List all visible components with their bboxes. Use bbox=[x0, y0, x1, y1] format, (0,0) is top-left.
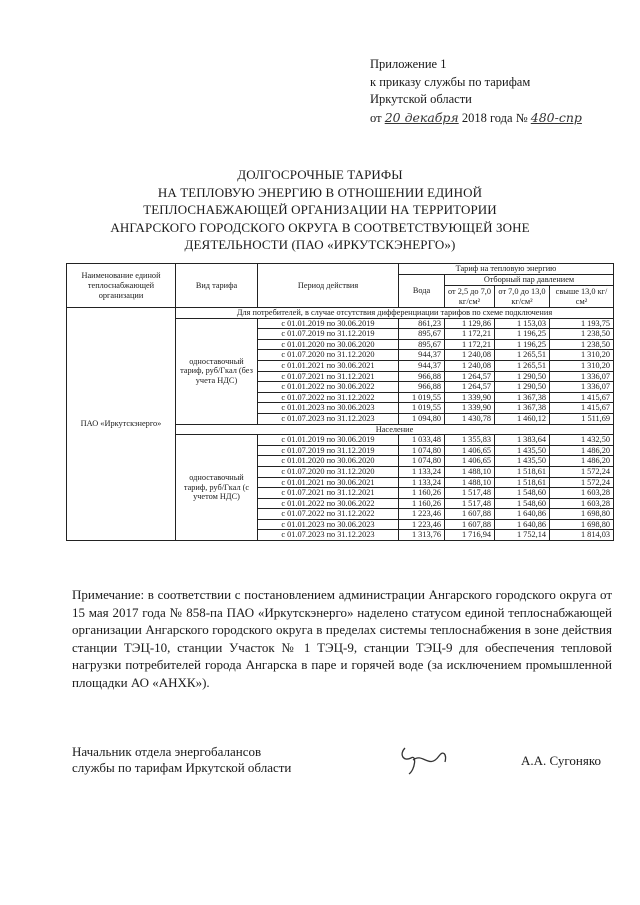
steam2-cell: 1 367,38 bbox=[495, 392, 550, 403]
steam1-cell: 1 355,83 bbox=[445, 435, 495, 446]
steam3-cell: 1 415,67 bbox=[550, 403, 614, 414]
water-cell: 895,67 bbox=[399, 329, 445, 340]
appendix-prefix: от bbox=[370, 110, 382, 125]
period-cell: с 01.01.2021 по 30.06.2021 bbox=[258, 360, 399, 371]
period-cell: с 01.07.2020 по 31.12.2020 bbox=[258, 350, 399, 361]
period-cell: с 01.07.2019 по 31.12.2019 bbox=[258, 445, 399, 456]
steam3-cell: 1 572,24 bbox=[550, 477, 614, 488]
water-cell: 1 133,24 bbox=[399, 466, 445, 477]
period-cell: с 01.07.2020 по 31.12.2020 bbox=[258, 466, 399, 477]
steam2-cell: 1 640,86 bbox=[495, 509, 550, 520]
steam2-cell: 1 196,25 bbox=[495, 339, 550, 350]
period-cell: с 01.01.2022 по 30.06.2022 bbox=[258, 382, 399, 393]
period-cell: с 01.01.2020 по 30.06.2020 bbox=[258, 456, 399, 467]
signer-name: А.А. Сугоняко bbox=[521, 753, 601, 768]
steam3-cell: 1 698,80 bbox=[550, 509, 614, 520]
header-steam-group: Отборный пар давлением bbox=[445, 275, 614, 286]
steam1-cell: 1 430,78 bbox=[445, 413, 495, 424]
water-cell: 1 160,26 bbox=[399, 498, 445, 509]
steam1-cell: 1 488,10 bbox=[445, 466, 495, 477]
period-cell: с 01.01.2019 по 30.06.2019 bbox=[258, 435, 399, 446]
period-cell: с 01.07.2023 по 31.12.2023 bbox=[258, 413, 399, 424]
steam3-cell: 1 814,03 bbox=[550, 530, 614, 541]
water-cell: 861,23 bbox=[399, 318, 445, 329]
appendix-line3: Иркутской области bbox=[370, 92, 472, 106]
steam1-cell: 1 406,65 bbox=[445, 445, 495, 456]
water-cell: 1 074,80 bbox=[399, 445, 445, 456]
header-tariff-group: Тариф на тепловую энергию bbox=[399, 264, 614, 275]
steam2-cell: 1 196,25 bbox=[495, 329, 550, 340]
header-steam2: от 7,0 до 13,0 кг/см² bbox=[495, 286, 550, 308]
water-cell: 1 094,80 bbox=[399, 413, 445, 424]
steam1-cell: 1 488,10 bbox=[445, 477, 495, 488]
steam1-cell: 1 607,88 bbox=[445, 509, 495, 520]
water-cell: 944,37 bbox=[399, 360, 445, 371]
title-line5: ДЕЯТЕЛЬНОСТИ (ПАО «ИРКУТСКЭНЕРГО») bbox=[184, 237, 456, 252]
title-line4: АНГАРСКОГО ГОРОДСКОГО ОКРУГА В СООТВЕТСТВУЮЩЕЙ ЗОНЕ bbox=[110, 219, 530, 235]
steam2-cell: 1 752,14 bbox=[495, 530, 550, 541]
tariff-type-cell: одноставочный тариф, руб/Гкал (без учета НДС) bbox=[176, 318, 258, 424]
appendix-year: 2018 года № bbox=[461, 110, 528, 125]
steam3-cell: 1 486,20 bbox=[550, 456, 614, 467]
period-cell: с 01.07.2022 по 31.12.2022 bbox=[258, 509, 399, 520]
steam3-cell: 1 193,75 bbox=[550, 318, 614, 329]
water-cell: 944,37 bbox=[399, 350, 445, 361]
steam3-cell: 1 310,20 bbox=[550, 360, 614, 371]
period-cell: с 01.07.2021 по 31.12.2021 bbox=[258, 488, 399, 499]
steam2-cell: 1 290,50 bbox=[495, 371, 550, 382]
steam1-cell: 1 172,21 bbox=[445, 339, 495, 350]
steam1-cell: 1 607,88 bbox=[445, 519, 495, 530]
steam1-cell: 1 517,48 bbox=[445, 498, 495, 509]
steam3-cell: 1 415,67 bbox=[550, 392, 614, 403]
period-cell: с 01.07.2023 по 31.12.2023 bbox=[258, 530, 399, 541]
steam1-cell: 1 240,08 bbox=[445, 350, 495, 361]
water-cell: 1 223,46 bbox=[399, 509, 445, 520]
steam2-cell: 1 367,38 bbox=[495, 403, 550, 414]
steam1-cell: 1 716,94 bbox=[445, 530, 495, 541]
header-steam3: свыше 13,0 кг/см² bbox=[550, 286, 614, 308]
steam1-cell: 1 129,86 bbox=[445, 318, 495, 329]
steam3-cell: 1 603,28 bbox=[550, 498, 614, 509]
steam3-cell: 1 698,80 bbox=[550, 519, 614, 530]
water-cell: 1 313,76 bbox=[399, 530, 445, 541]
section-title: Для потребителей, в случае отсутствия дифференциации тарифов по схеме подключения bbox=[176, 308, 614, 319]
header-org: Наименование единой теплоснабжающей организации bbox=[67, 264, 176, 308]
steam2-cell: 1 265,51 bbox=[495, 350, 550, 361]
section-title: Население bbox=[176, 424, 614, 435]
steam2-cell: 1 640,86 bbox=[495, 519, 550, 530]
water-cell: 1 019,55 bbox=[399, 403, 445, 414]
period-cell: с 01.01.2019 по 30.06.2019 bbox=[258, 318, 399, 329]
water-cell: 1 133,24 bbox=[399, 477, 445, 488]
steam3-cell: 1 486,20 bbox=[550, 445, 614, 456]
water-cell: 966,88 bbox=[399, 371, 445, 382]
header-tariff-type: Вид тарифа bbox=[176, 264, 258, 308]
header-period: Период действия bbox=[258, 264, 399, 308]
steam1-cell: 1 240,08 bbox=[445, 360, 495, 371]
period-cell: с 01.01.2020 по 30.06.2020 bbox=[258, 339, 399, 350]
handwritten-date: 20 декабря bbox=[384, 109, 459, 125]
period-cell: с 01.01.2023 по 30.06.2023 bbox=[258, 519, 399, 530]
water-cell: 1 223,46 bbox=[399, 519, 445, 530]
header-water: Вода bbox=[399, 275, 445, 308]
document-title bbox=[80, 166, 560, 254]
period-cell: с 01.01.2022 по 30.06.2022 bbox=[258, 498, 399, 509]
steam2-cell: 1 518,61 bbox=[495, 466, 550, 477]
water-cell: 1 019,55 bbox=[399, 392, 445, 403]
org-name-cell: ПАО «Иркутскэнерго» bbox=[67, 308, 176, 541]
steam2-cell: 1 153,03 bbox=[495, 318, 550, 329]
signer-block bbox=[72, 744, 291, 776]
steam2-cell: 1 435,50 bbox=[495, 445, 550, 456]
tariff-table bbox=[66, 263, 614, 541]
water-cell: 1 160,26 bbox=[399, 488, 445, 499]
section-row bbox=[67, 308, 614, 319]
steam3-cell: 1 336,07 bbox=[550, 382, 614, 393]
steam2-cell: 1 435,50 bbox=[495, 456, 550, 467]
steam3-cell: 1 603,28 bbox=[550, 488, 614, 499]
steam1-cell: 1 406,65 bbox=[445, 456, 495, 467]
steam2-cell: 1 383,64 bbox=[495, 435, 550, 446]
appendix-block bbox=[370, 56, 582, 127]
period-cell: с 01.07.2022 по 31.12.2022 bbox=[258, 392, 399, 403]
steam3-cell: 1 511,69 bbox=[550, 413, 614, 424]
period-cell: с 01.07.2019 по 31.12.2019 bbox=[258, 329, 399, 340]
steam2-cell: 1 548,60 bbox=[495, 488, 550, 499]
steam1-cell: 1 339,90 bbox=[445, 403, 495, 414]
note-paragraph: Примечание: в соответствии с постановлением администрации Ангарского городского округа от 15 мая 2017 года № 858-па ПАО «Иркутскэнерго» наделено статусом единой теплоснабжающей организации Ангарского городского округа в пределах системы теплоснабжения в зоне действия станции ТЭЦ-10, станции Участок № 1 ТЭЦ-9, станции ТЭЦ-9 для обеспечения тепловой нагрузки потребителей города Ангарска в паре и горячей воде (за исключением промышленной площадки АО «АНХК»). bbox=[72, 587, 612, 690]
water-cell: 895,67 bbox=[399, 339, 445, 350]
title-line2: НА ТЕПЛОВУЮ ЭНЕРГИЮ В ОТНОШЕНИИ ЕДИНОЙ bbox=[157, 184, 483, 200]
header-steam1: от 2,5 до 7,0 кг/см² bbox=[445, 286, 495, 308]
steam2-cell: 1 460,12 bbox=[495, 413, 550, 424]
water-cell: 1 033,48 bbox=[399, 435, 445, 446]
signature-image bbox=[395, 740, 455, 780]
steam2-cell: 1 518,61 bbox=[495, 477, 550, 488]
steam3-cell: 1 310,20 bbox=[550, 350, 614, 361]
steam1-cell: 1 264,57 bbox=[445, 371, 495, 382]
period-cell: с 01.01.2023 по 30.06.2023 bbox=[258, 403, 399, 414]
signer-line1: Начальник отдела энергобалансов bbox=[72, 744, 262, 759]
steam3-cell: 1 572,24 bbox=[550, 466, 614, 477]
steam2-cell: 1 290,50 bbox=[495, 382, 550, 393]
handwritten-number: 480-спр bbox=[530, 109, 582, 125]
appendix-date-line bbox=[370, 109, 582, 128]
title-line3: ТЕПЛОСНАБЖАЮЩЕЙ ОРГАНИЗАЦИИ НА ТЕРРИТОРИИ bbox=[143, 202, 497, 217]
steam1-cell: 1 264,57 bbox=[445, 382, 495, 393]
steam1-cell: 1 339,90 bbox=[445, 392, 495, 403]
water-cell: 966,88 bbox=[399, 382, 445, 393]
appendix-line2: к приказу службы по тарифам bbox=[370, 74, 531, 89]
signer-line2: службы по тарифам Иркутской области bbox=[72, 760, 292, 775]
period-cell: с 01.01.2021 по 30.06.2021 bbox=[258, 477, 399, 488]
steam3-cell: 1 336,07 bbox=[550, 371, 614, 382]
steam1-cell: 1 517,48 bbox=[445, 488, 495, 499]
appendix-line1: Приложение 1 bbox=[370, 57, 447, 71]
steam3-cell: 1 238,50 bbox=[550, 329, 614, 340]
steam2-cell: 1 265,51 bbox=[495, 360, 550, 371]
water-cell: 1 074,80 bbox=[399, 456, 445, 467]
period-cell: с 01.07.2021 по 31.12.2021 bbox=[258, 371, 399, 382]
steam2-cell: 1 548,60 bbox=[495, 498, 550, 509]
title-line1: ДОЛГОСРОЧНЫЕ ТАРИФЫ bbox=[237, 167, 403, 182]
steam1-cell: 1 172,21 bbox=[445, 329, 495, 340]
tariff-type-cell: одноставочный тариф, руб/Гкал (с учетом НДС) bbox=[176, 435, 258, 541]
steam3-cell: 1 238,50 bbox=[550, 339, 614, 350]
steam3-cell: 1 432,50 bbox=[550, 435, 614, 446]
